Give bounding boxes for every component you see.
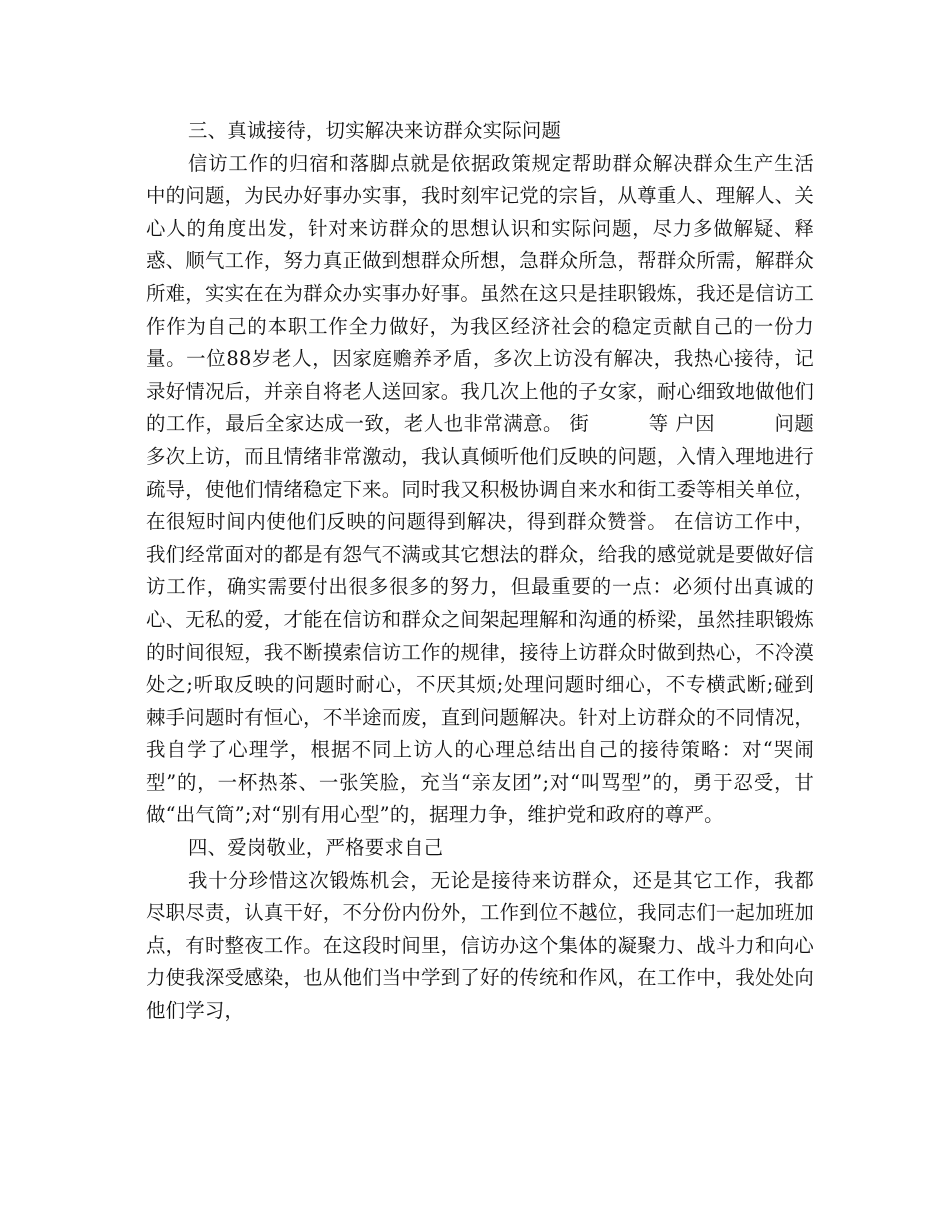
section-heading-4: 四、爱岗敬业，严格要求自己 bbox=[188, 836, 444, 860]
section-paragraph-4: 我十分珍惜这次锻炼机会，无论是接待来访群众，还是其它工作，我都尽职尽责，认真干好，不分份内份外，工作到位不越位，我同志们一起加班加点，有时整夜工作。在这段时间里，信访办这个集体的凝聚力、战斗力和向心力使我深受感染，也从他们当中学到了好的传统和作风，在工作中，我处处向他们学习， bbox=[146, 868, 814, 1023]
section-paragraph-3: 信访工作的归宿和落脚点就是依据政策规定帮助群众解决群众生产生活中的问题，为民办好事办实事，我时刻牢记党的宗旨，从尊重人、理解人、关心人的角度出发，针对来访群众的思想认识和实际问题，尽力多做解疑、释惑、顺气工作，努力真正做到想群众所想，急群众所急，帮群众所需，解群众所难，实实在在为群众办实事办好事。虽然在这只是挂职锻炼，我还是信访工作作为自己的本职工作全力做好，为我区经济社会的稳定贡献自己的一份力量。一位88岁老人，因家庭赡养矛盾，多次上访没有解决，我热心接待，记录好情况后，并亲自将老人送回家。我几次上他的子女家，耐心细致地做他们的工作，最后全家达成一致，老人也非常满意。 街 等 户因 问题多次上访，而且情绪非常激动，我认真倾听他们反映的问题，入情入理地进行疏导，使他们情绪稳定下来。同时我又积极协调自来水和街工委等相关单位，在很短时间内使他们反映的问题得到解决，得到群众赞誉。 在信访工作中，我们经常面对的都是有怨气不满或其它想法的群众，给我的感觉就是要做好信访工作，确实需要付出很多很多的努力，但最重要的一点：必须付出真诚的心、无私的爱，才能在信访和群众之间架起理解和沟通的桥梁，虽然挂职锻炼的时间很短，我不断摸索信访工作的规律，接待上访群众时做到热心，不冷漠处之;听取反映的问题时耐心，不厌其烦;处理问题时细心，不专横武断;碰到棘手问题时有恒心，不半途而废，直到问题解决。针对上访群众的不同情况，我自学了心理学，根据不同上访人的心理总结出自己的接待策略：对“哭闹型”的，一杯热茶、一张笑脸，充当“亲友团”;对“叫骂型”的，勇于忍受，甘做“出气筒”;对“别有用心型”的，据理力争，维护党和政府的尊严。 bbox=[146, 151, 814, 827]
section-heading-3: 三、真诚接待，切实解决来访群众实际问题 bbox=[188, 119, 562, 142]
document-page bbox=[146, 115, 814, 1028]
